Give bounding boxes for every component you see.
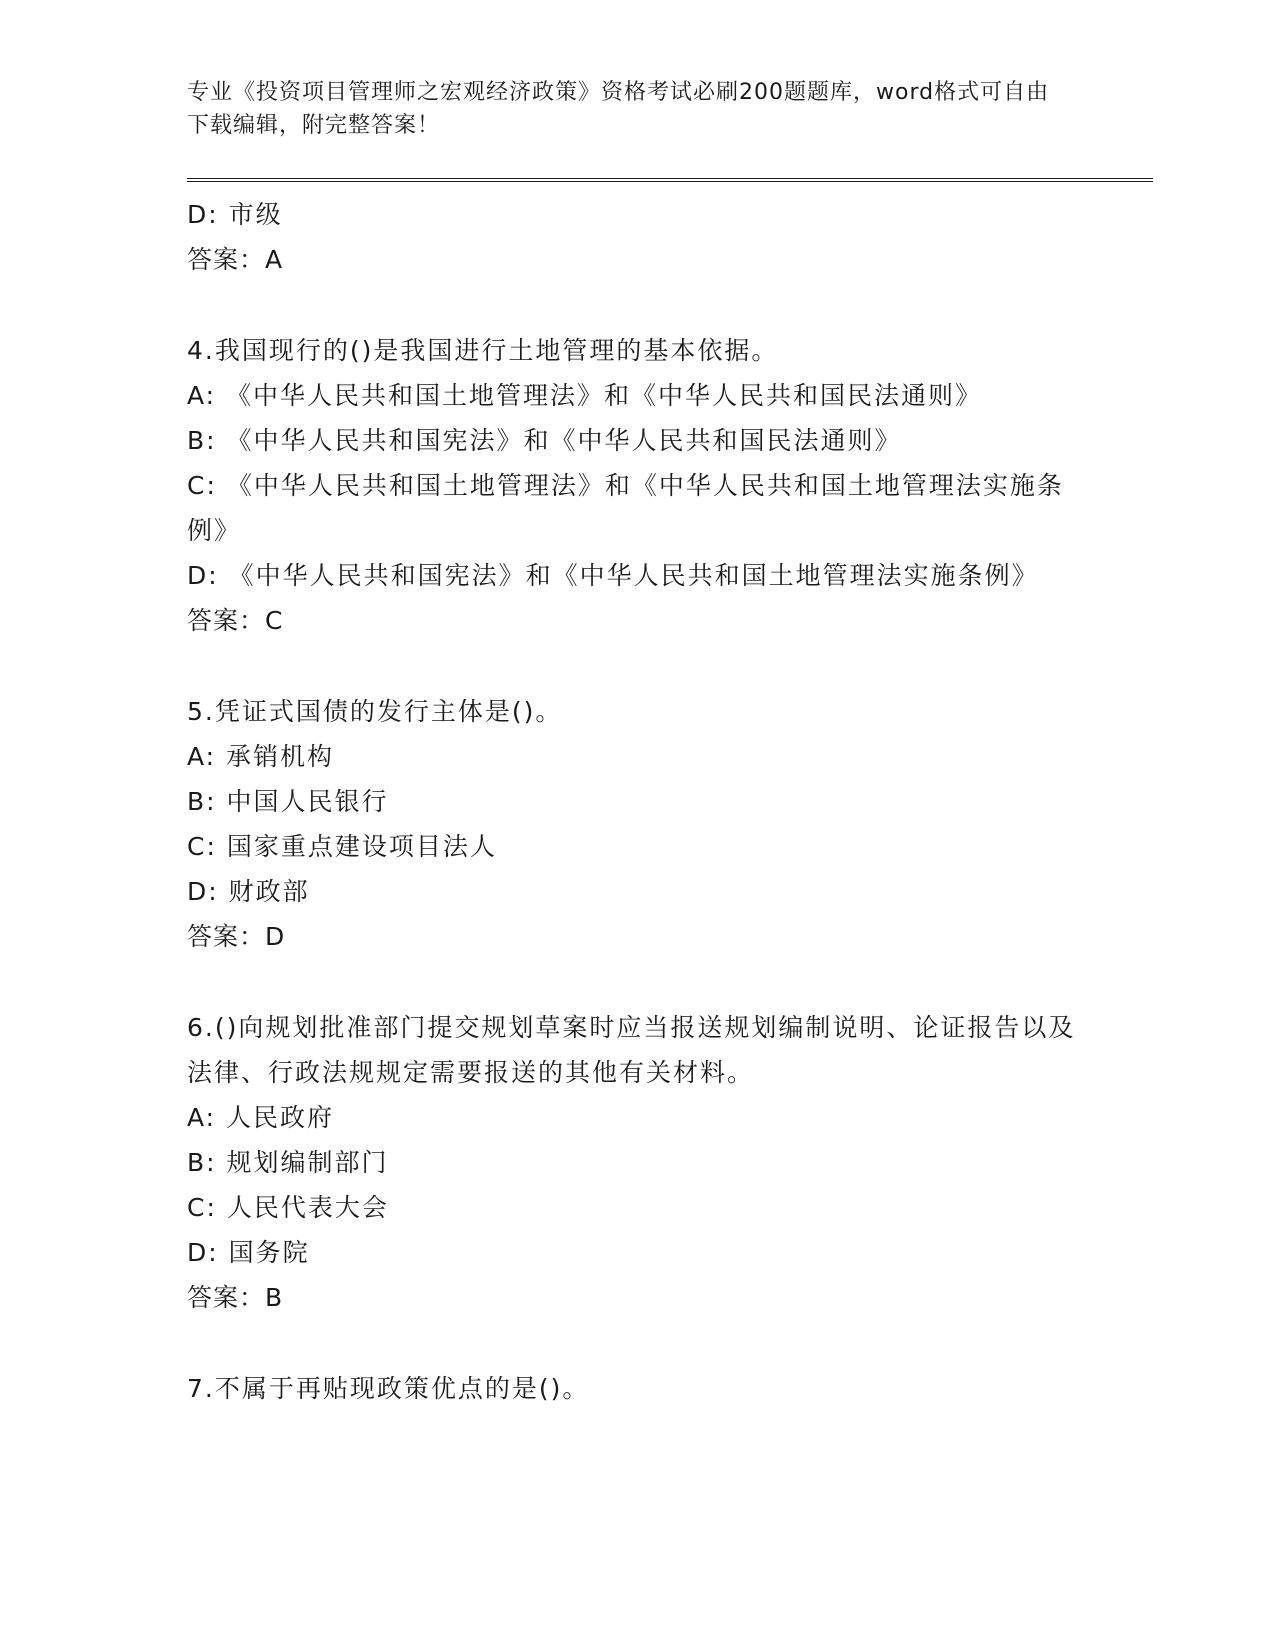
option-b: B: 《中华人民共和国宪法》和《中华人民共和国民法通则》: [187, 426, 902, 455]
header-divider: [187, 178, 1153, 182]
option-d: D: 财政部: [187, 877, 310, 906]
question-7: [187, 1366, 1077, 1411]
option-d: D: 市级: [187, 200, 283, 229]
option-a: A: 《中华人民共和国土地管理法》和《中华人民共和国民法通则》: [187, 381, 983, 410]
question-stem: 7.不属于再贴现政策优点的是()。: [187, 1374, 590, 1403]
option-b: B: 中国人民银行: [187, 787, 389, 816]
answer-line: 答案：D: [187, 922, 286, 951]
question-stem: 5.凭证式国债的发行主体是()。: [187, 697, 563, 726]
question-4: [187, 328, 1077, 643]
option-d: D: 国务院: [187, 1238, 310, 1267]
question-3-tail: [187, 192, 1077, 282]
question-6: [187, 1005, 1077, 1320]
answer-line: 答案：B: [187, 1283, 284, 1312]
option-c: C: 《中华人民共和国土地管理法》和《中华人民共和国土地管理法实施条例》: [187, 471, 1064, 545]
question-5: [187, 689, 1077, 959]
question-stem: 4.我国现行的()是我国进行土地管理的基本依据。: [187, 336, 779, 365]
question-stem: 6.()向规划批准部门提交规划草案时应当报送规划编制说明、论证报告以及法律、行政法规规定需要报送的其他有关材料。: [187, 1013, 1076, 1087]
option-a: A: 人民政府: [187, 1103, 335, 1132]
option-d: D: 《中华人民共和国宪法》和《中华人民共和国土地管理法实施条例》: [187, 561, 1039, 590]
option-c: C: 国家重点建设项目法人: [187, 832, 497, 861]
answer-line: 答案：C: [187, 606, 284, 635]
option-a: A: 承销机构: [187, 742, 335, 771]
question-list: [187, 192, 1077, 1411]
answer-line: 答案：A: [187, 245, 284, 274]
document-header: 专业《投资项目管理师之宏观经济政策》资格考试必刷200题题库，word格式可自由下载编辑，附完整答案！: [187, 80, 1050, 138]
option-c: C: 人民代表大会: [187, 1193, 389, 1222]
option-b: B: 规划编制部门: [187, 1148, 389, 1177]
